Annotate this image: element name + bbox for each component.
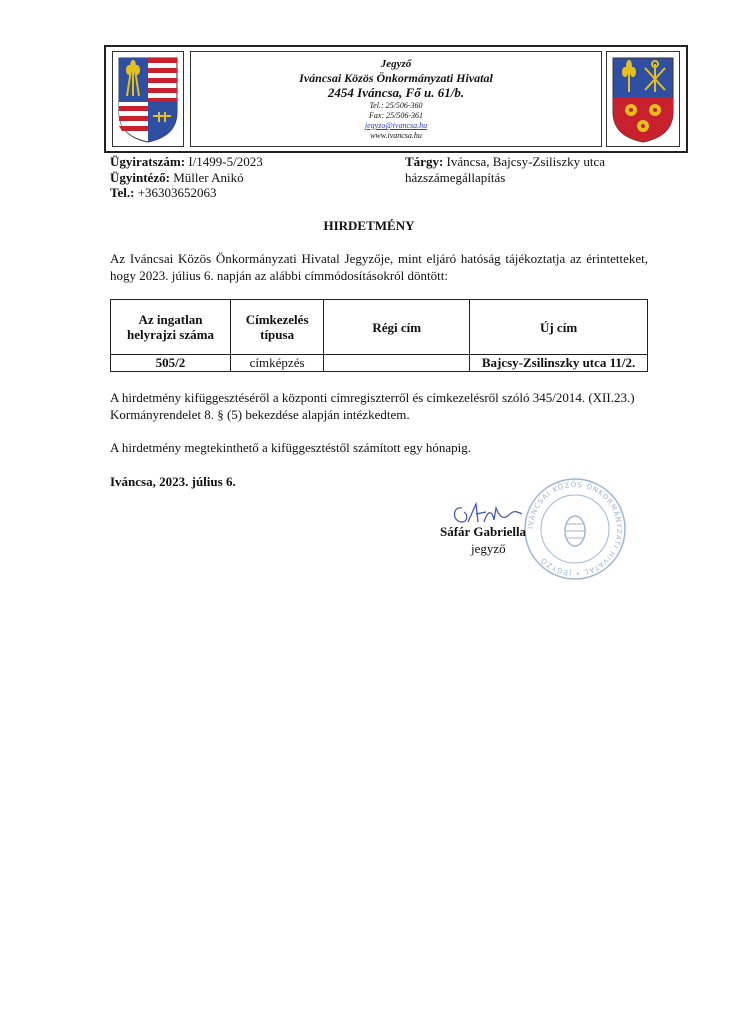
official-stamp-icon bbox=[520, 474, 630, 584]
address-change-table bbox=[110, 299, 648, 372]
meta-right bbox=[405, 154, 605, 185]
organization-address: 2454 Iváncsa, Fő u. 61/b. bbox=[327, 85, 465, 100]
office-title: Jegyző bbox=[380, 58, 412, 70]
column-header: Régi cím bbox=[324, 300, 470, 355]
subject: Tárgy: Iváncsa, Bajcsy-Zsiliszky utca bbox=[405, 154, 606, 169]
website: www.ivancsa.hu bbox=[370, 131, 422, 140]
table-cell bbox=[324, 355, 470, 372]
column-header: Új cím bbox=[470, 300, 648, 355]
table-header-row bbox=[111, 300, 648, 355]
crest-right bbox=[606, 51, 680, 147]
table-cell: 505/2 bbox=[111, 355, 231, 372]
phone-number: Tel.: 25/506-360 bbox=[369, 101, 423, 110]
table-cell: Bajcsy-Zsilinszky utca 11/2. bbox=[470, 355, 648, 372]
subject-continued: házszámegállapítás bbox=[405, 169, 506, 185]
table-cell: címképzés bbox=[230, 355, 323, 372]
email-link[interactable]: jegyzo@ivancsa.hu bbox=[364, 121, 428, 130]
document-title: HIRDETMÉNY bbox=[323, 218, 415, 233]
viewing-period-paragraph: A hirdetmény megtekinthető a kifüggesztéstől számított egy hónapig. bbox=[110, 440, 472, 455]
crest-left bbox=[112, 51, 184, 147]
case-officer: Ügyintéző: Müller Anikó bbox=[110, 169, 244, 185]
contact-phone: Tel.: +36303652063 bbox=[110, 185, 217, 200]
case-number: Ügyiratszám: I/1499-5/2023 bbox=[110, 154, 263, 169]
table-row bbox=[111, 355, 648, 372]
coat-of-arms-right-icon bbox=[607, 52, 679, 146]
organization-name: Iváncsai Közös Önkormányzati Hivatal bbox=[299, 71, 493, 85]
letterhead bbox=[104, 45, 688, 153]
intro-paragraph: Az Iváncsai Közös Önkormányzati Hivatal Jegyzője, mint eljáró hatóság tájékoztatja az érintetteket, hogy 2023. július 6. napján az alábbi címmódosításokról döntött: bbox=[110, 251, 648, 283]
legal-basis-paragraph: A hirdetmény kifüggesztéséről a központi címregiszterről és címkezelésről szóló 345/2014. (XII.23.) Kormányrendelet 8. § (5) bekezdése alapján intézkedtem. bbox=[110, 390, 635, 422]
signer-role: jegyző bbox=[471, 541, 506, 556]
fax-number: Fax: 25/506-361 bbox=[369, 111, 423, 120]
place-and-date: Iváncsa, 2023. július 6. bbox=[110, 474, 236, 489]
column-header: Címkezelés típusa bbox=[230, 300, 323, 355]
column-header: Az ingatlan helyrajzi száma bbox=[111, 300, 231, 355]
letterhead-text bbox=[190, 51, 602, 147]
meta-left bbox=[110, 154, 263, 201]
svg-text:IVÁNCSAI KÖZÖS ÖNKORMÁNYZATI H: IVÁNCSAI KÖZÖS ÖNKORMÁNYZATI HIVATAL • JEGYZŐ bbox=[526, 480, 624, 578]
signer-name: Sáfár Gabriella bbox=[440, 524, 527, 539]
coat-of-arms-left-icon bbox=[113, 52, 183, 146]
